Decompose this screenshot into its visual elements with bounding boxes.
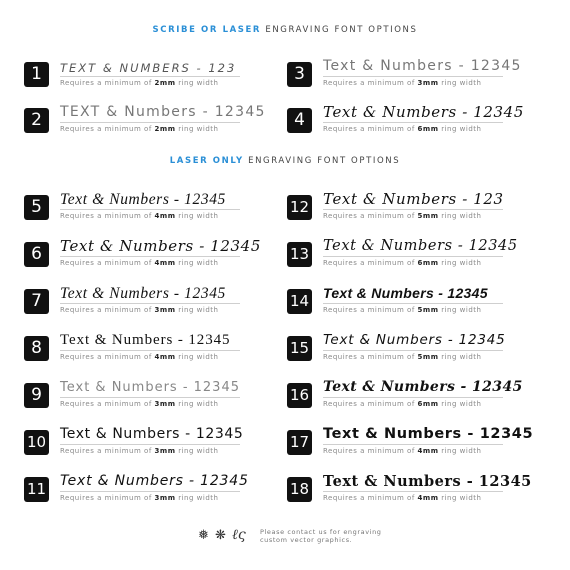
option-number-badge: 6: [24, 242, 49, 267]
ring-width-value: 3mm: [417, 79, 439, 87]
ring-width-requirement: Requires a minimum of 4mm ring width: [323, 447, 482, 455]
ring-width-requirement: Requires a minimum of 6mm ring width: [323, 259, 482, 267]
section-title-rest: ENGRAVING FONT OPTIONS: [265, 25, 418, 35]
option-number-badge: 13: [287, 242, 312, 267]
ring-width-value: 2mm: [154, 125, 176, 133]
ring-width-requirement: Requires a minimum of 5mm ring width: [323, 353, 482, 361]
ring-width-value: 4mm: [154, 259, 176, 267]
section-title-laser-only: [0, 156, 570, 166]
section-title-accent: SCRIBE OR LASER: [152, 25, 262, 35]
option-number-badge: 12: [287, 195, 312, 220]
option-number-badge: 8: [24, 336, 49, 361]
option-number-badge: 9: [24, 383, 49, 408]
divider: [60, 303, 240, 304]
option-number-badge: 3: [287, 62, 312, 87]
divider: [323, 350, 503, 351]
font-sample: Text & Numbers - 12345: [323, 426, 534, 442]
ring-width-requirement: Requires a minimum of 3mm ring width: [60, 306, 219, 314]
divider: [323, 76, 503, 77]
ring-width-value: 3mm: [154, 306, 176, 314]
divider: [323, 303, 503, 304]
footer-note: Please contact us for engraving custom vector graphics.: [260, 528, 382, 544]
ring-width-requirement: Requires a minimum of 2mm ring width: [60, 79, 219, 87]
ring-width-value: 6mm: [417, 400, 439, 408]
option-number-badge: 15: [287, 336, 312, 361]
ring-width-value: 4mm: [154, 212, 176, 220]
font-sample: Text & Numbers - 12345: [60, 426, 244, 442]
ring-width-requirement: Requires a minimum of 5mm ring width: [323, 212, 482, 220]
font-sample: Text & Numbers - 12345: [60, 237, 261, 255]
font-sample: Text & Numbers - 123: [323, 190, 504, 208]
option-number-badge: 4: [287, 108, 312, 133]
ring-width-requirement: Requires a minimum of 5mm ring width: [323, 306, 482, 314]
ring-width-requirement: Requires a minimum of 4mm ring width: [323, 494, 482, 502]
font-sample: Text & Numbers - 12345: [60, 285, 226, 302]
ring-width-value: 2mm: [154, 79, 176, 87]
font-sample: Text & Numbers - 12345: [60, 191, 226, 208]
ring-width-value: 6mm: [417, 125, 439, 133]
ring-width-requirement: Requires a minimum of 2mm ring width: [60, 125, 219, 133]
divider: [323, 491, 503, 492]
divider: [323, 209, 503, 210]
ring-width-value: 3mm: [154, 400, 176, 408]
option-number-badge: 17: [287, 430, 312, 455]
ring-width-value: 3mm: [154, 447, 176, 455]
option-number-badge: 10: [24, 430, 49, 455]
asterisk-flower-icon: ❋: [215, 528, 226, 543]
option-number-badge: 7: [24, 289, 49, 314]
divider: [60, 256, 240, 257]
snowflake-icon: ❅: [198, 528, 209, 543]
ring-width-requirement: Requires a minimum of 4mm ring width: [60, 353, 219, 361]
ring-width-requirement: Requires a minimum of 3mm ring width: [323, 79, 482, 87]
divider: [60, 122, 240, 123]
divider: [323, 256, 503, 257]
divider: [60, 444, 240, 445]
option-number-badge: 1: [24, 62, 49, 87]
ring-width-requirement: Requires a minimum of 3mm ring width: [60, 494, 219, 502]
font-sample: TEXT & Numbers - 12345: [60, 104, 266, 120]
font-sample: Text & Numbers - 12345: [323, 332, 506, 348]
font-sample: TEXT & NUMBERS - 123: [60, 61, 237, 75]
font-sample: Text & Numbers - 12345: [323, 58, 522, 74]
divider: [323, 444, 503, 445]
font-sample: Text & Numbers - 12345: [60, 380, 240, 395]
section-title-scribe-or-laser: [0, 25, 570, 35]
font-sample: Text & Numbers - 12345: [323, 103, 524, 121]
ring-width-requirement: Requires a minimum of 4mm ring width: [60, 212, 219, 220]
divider: [60, 397, 240, 398]
ring-width-value: 4mm: [417, 494, 439, 502]
option-number-badge: 16: [287, 383, 312, 408]
font-sample: Text & Numbers - 12345: [323, 238, 518, 254]
divider: [60, 491, 240, 492]
ring-width-requirement: Requires a minimum of 3mm ring width: [60, 447, 219, 455]
divider: [323, 397, 503, 398]
ring-width-value: 5mm: [417, 212, 439, 220]
ring-width-value: 6mm: [417, 259, 439, 267]
section-title-rest: ENGRAVING FONT OPTIONS: [248, 156, 401, 166]
divider: [60, 350, 240, 351]
font-sample: Text & Numbers - 12345: [323, 473, 532, 490]
divider: [60, 76, 240, 77]
divider: [60, 209, 240, 210]
option-number-badge: 14: [287, 289, 312, 314]
font-sample: Text & Numbers - 12345: [60, 332, 231, 348]
ring-width-value: 5mm: [417, 353, 439, 361]
ring-width-requirement: Requires a minimum of 6mm ring width: [323, 400, 482, 408]
ring-width-value: 5mm: [417, 306, 439, 314]
ring-width-requirement: Requires a minimum of 3mm ring width: [60, 400, 219, 408]
font-sample: Text & Numbers - 12345: [323, 285, 488, 301]
divider: [323, 122, 503, 123]
ring-width-requirement: Requires a minimum of 6mm ring width: [323, 125, 482, 133]
option-number-badge: 2: [24, 108, 49, 133]
ring-width-requirement: Requires a minimum of 4mm ring width: [60, 259, 219, 267]
option-number-badge: 18: [287, 477, 312, 502]
font-sample: Text & Numbers - 12345: [323, 379, 523, 395]
ring-width-value: 4mm: [417, 447, 439, 455]
monogram-icon: ℓς: [232, 527, 246, 543]
footer: [198, 527, 398, 547]
ring-width-value: 4mm: [154, 353, 176, 361]
ring-width-value: 3mm: [154, 494, 176, 502]
font-sample: Text & Numbers - 12345: [60, 473, 249, 489]
section-title-accent: LASER ONLY: [169, 156, 244, 166]
option-number-badge: 11: [24, 477, 49, 502]
option-number-badge: 5: [24, 195, 49, 220]
